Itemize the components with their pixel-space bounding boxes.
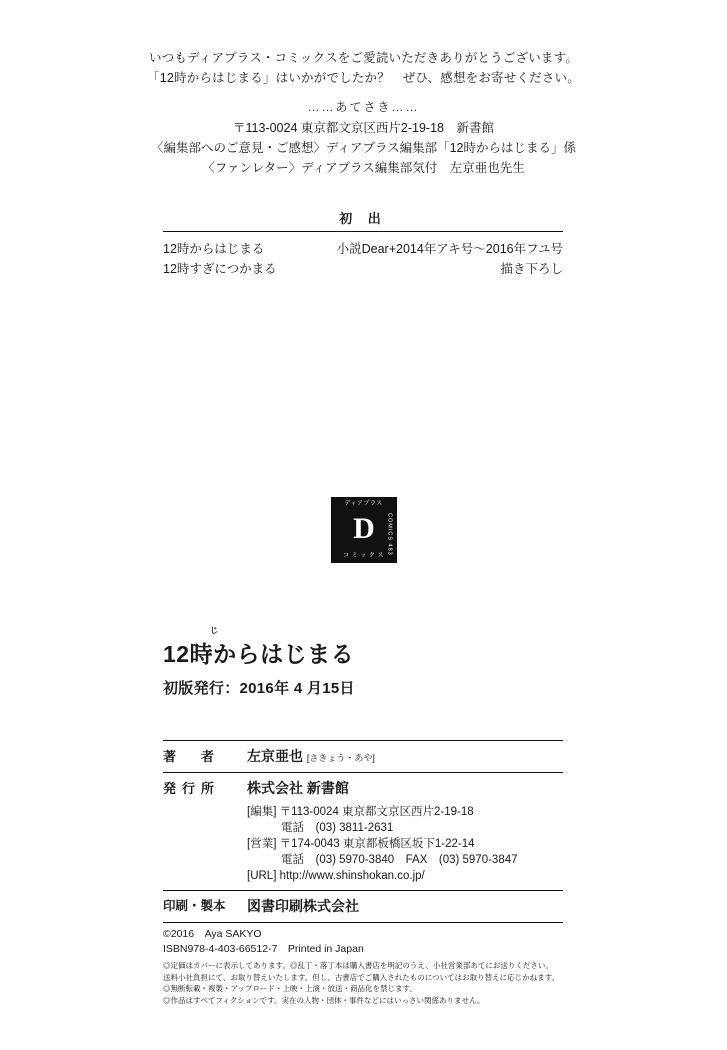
sales-phone: 電話 (03) 5970-3840 FAX (03) 5970-3847 <box>281 854 518 866</box>
legal-line: ◎定価はカバーに表示してあります。◎乱丁・落丁本は購入書店を明記のうえ、小社営業部あてにお送りください。 <box>163 961 553 970</box>
legal-line: 送料小社負担にて、お取り替えいたします。但し、古書店でご購入されたものについてはお取り替えに応じかねます。 <box>163 972 559 982</box>
thank-you-line-1: いつもディアプラス・コミックスをご愛読いただきありがとうございます。 <box>148 51 579 65</box>
publisher-name: 株式会社 新書館 <box>247 780 349 796</box>
first-publication-table <box>163 238 563 278</box>
printing-label: 印刷・製本 <box>163 899 226 913</box>
address-line-2: 〈編集部へのご意見・ご感想〉ディアプラス編集部「12時からはじまる」係 <box>150 141 577 155</box>
table-row <box>163 258 563 278</box>
table-row <box>163 238 563 258</box>
logo-bottom-text: コ ミ ッ ク ス <box>342 553 385 559</box>
author-value <box>247 746 563 766</box>
legal-line: ◎無断転載・複製・アップロード・上映・上演・放送・商品化を禁じます。 <box>163 984 417 993</box>
work-source: 描き下ろし <box>500 262 563 276</box>
author-name: 左京亜也 <box>247 748 303 764</box>
editorial-tag: [編集] <box>247 806 277 818</box>
logo-center-text: D <box>353 512 374 545</box>
url-line <box>247 868 563 884</box>
editorial-address-line <box>247 804 563 820</box>
first-publication-section <box>163 208 563 278</box>
first-publication-title: 初 出 <box>339 211 387 226</box>
work-title: 12時からはじまる <box>163 242 265 256</box>
printing-row <box>163 891 563 922</box>
author-reading: [さきょう・あや] <box>306 753 375 763</box>
title-text: 12時からはじまる <box>163 641 355 667</box>
publisher-url[interactable]: http://www.shinshokan.co.jp/ <box>279 870 425 882</box>
address-line-3: 〈ファンレター〉ディアプラス編集部気付 左京亜也先生 <box>202 161 525 175</box>
copyright-line: ©2016 Aya SAKYO <box>163 928 262 940</box>
publisher-label: 発行所 <box>163 781 221 796</box>
publisher-info <box>163 740 563 923</box>
author-label: 著 者 <box>163 749 221 764</box>
publication-date: 初版発行：2016年 4 月15日 <box>163 680 355 697</box>
url-tag: [URL] <box>247 870 277 882</box>
dear-plus-comics-logo-icon <box>331 497 397 563</box>
editorial-address: 〒113-0024 東京都文京区西片2-19-18 <box>279 806 474 818</box>
colophon-header <box>163 626 563 698</box>
sales-address-line <box>247 836 563 852</box>
logo-top-text: ディアプラス <box>344 501 383 507</box>
copyright-block <box>163 927 583 957</box>
legal-line: ◎作品はすべてフィクションです。実在の人物・団体・事件などにはいっさい関係ありません。 <box>163 995 485 1005</box>
address-line-1: 〒113-0024 東京都文京区西片2-19-18 新書館 <box>233 121 494 135</box>
isbn-line: ISBN978-4-403-66512-7 Printed in Japan <box>163 943 364 955</box>
divider-4 <box>163 922 563 923</box>
editorial-phone: 電話 (03) 3811-2631 <box>281 822 394 834</box>
thank-you-message <box>0 48 727 88</box>
work-source: 小説Dear+2014年アキ号〜2016年フユ号 <box>336 242 563 256</box>
publisher-row <box>163 773 563 804</box>
legal-notes <box>163 960 593 1006</box>
printing-name: 図書印刷株式会社 <box>247 898 359 914</box>
title-ruby: じ <box>210 626 218 635</box>
work-title: 12時すぎにつかまる <box>163 262 277 276</box>
sales-address: 〒174-0043 東京都板橋区坂下1-22-14 <box>279 838 475 850</box>
publisher-contact-details <box>163 804 563 884</box>
author-row <box>163 741 563 772</box>
thank-you-line-2: 「12時からはじまる」はいかがでしたか？ ぜひ、感想をお寄せください。 <box>147 71 580 85</box>
logo-side-text: COMICS 483 <box>386 513 393 556</box>
publisher-logo-wrap <box>0 497 727 568</box>
address-block <box>0 118 727 178</box>
divider-top <box>163 231 563 232</box>
address-heading: ……あてさき…… <box>307 100 420 114</box>
page-title <box>163 626 563 669</box>
sales-tag: [営業] <box>247 838 277 850</box>
